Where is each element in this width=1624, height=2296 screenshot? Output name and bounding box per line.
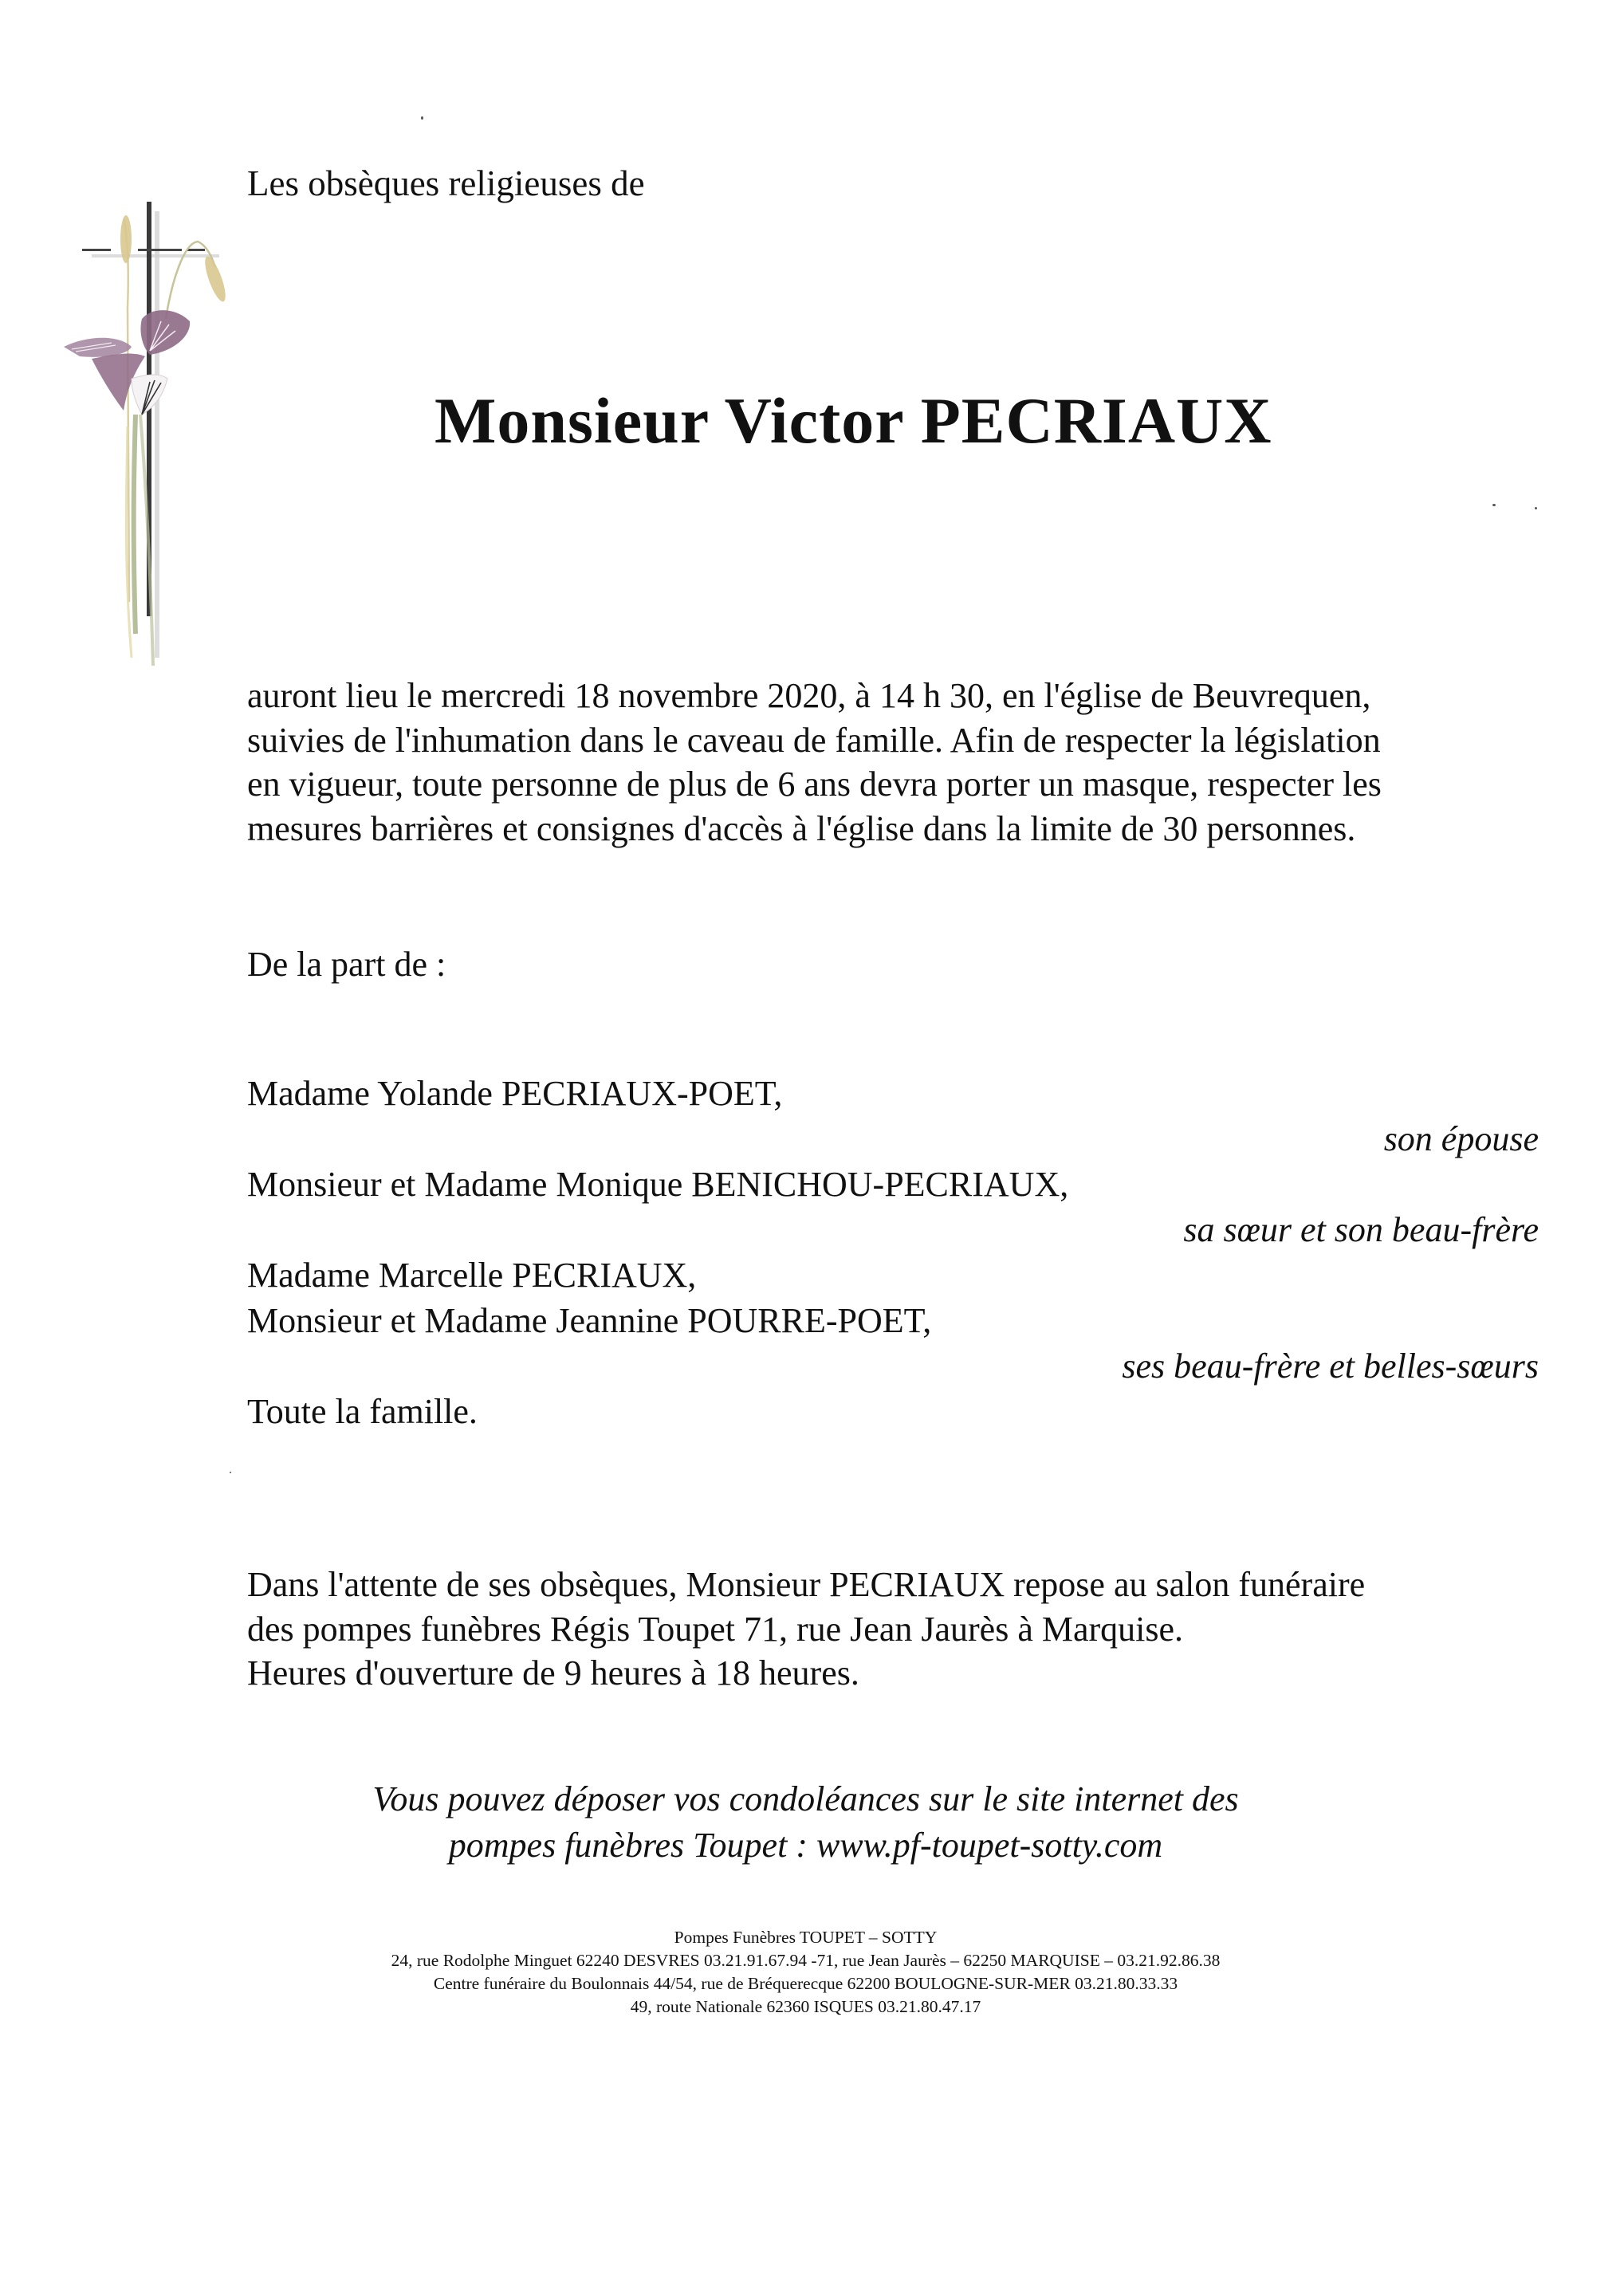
family-list — [247, 1071, 1539, 1434]
ceremony-line: mesures barrières et consignes d'accès à l'église dans la limite de 30 personnes. — [247, 808, 1356, 848]
condolences-line: pompes funèbres Toupet : www.pf-toupet-sotty.com — [448, 1826, 1163, 1865]
viewing-paragraph — [247, 1563, 1365, 1696]
viewing-line: des pompes funèbres Régis Toupet 71, rue Jean Jaurès à Marquise. — [247, 1609, 1184, 1649]
ceremony-line: auront lieu le mercredi 18 novembre 2020, à 14 h 30, en l'église de Beuvrequen, — [247, 676, 1371, 715]
from-label: De la part de : — [247, 945, 446, 984]
family-member: Toute la famille. — [247, 1392, 478, 1431]
condolences-line: Vous pouvez déposer vos condoléances sur le site internet des — [372, 1779, 1239, 1818]
intro-text: Les obsèques religieuses de — [247, 163, 645, 203]
funeral-home-footer — [0, 1926, 1624, 2019]
family-member: Madame Yolande PECRIAUX-POET, — [247, 1074, 783, 1113]
scan-speck — [1535, 507, 1537, 509]
footer-company: Pompes Funèbres TOUPET – SOTTY — [674, 1928, 938, 1947]
scan-speck — [1492, 504, 1496, 506]
family-member: Monsieur et Madame Monique BENICHOU-PECRIAUX, — [247, 1165, 1069, 1204]
family-member: Monsieur et Madame Jeannine POURRE-POET, — [247, 1301, 932, 1340]
family-relation: ses beau-frère et belles-sœurs — [1122, 1347, 1539, 1386]
viewing-line: Heures d'ouverture de 9 heures à 18 heures. — [247, 1653, 859, 1693]
viewing-line: Dans l'attente de ses obsèques, Monsieur PECRIAUX repose au salon funéraire — [247, 1565, 1366, 1604]
family-relation: son épouse — [1383, 1119, 1539, 1158]
condolences-note — [0, 1776, 1624, 1869]
footer-address: 49, route Nationale 62360 ISQUES 03.21.80.47.17 — [630, 1997, 981, 2016]
ceremony-line: suivies de l'inhumation dans le caveau de famille. Afin de respecter la législation — [247, 720, 1381, 760]
ceremony-paragraph — [247, 674, 1382, 851]
footer-address: Centre funéraire du Boulonnais 44/54, rue de Bréquerecque 62200 BOULOGNE-SUR-MER 03.21.80.33.33 — [433, 1974, 1178, 1993]
cross-with-calla-lilies-and-wheat-icon — [56, 187, 231, 682]
footer-address: 24, rue Rodolphe Minguet 62240 DESVRES 03.21.91.67.94 -71, rue Jean Jaurès – 62250 MARQUISE – 03.21.92.86.38 — [391, 1951, 1221, 1970]
ceremony-line: en vigueur, toute personne de plus de 6 ans devra porter un masque, respecter les — [247, 765, 1382, 804]
scan-speck — [421, 116, 423, 120]
family-member: Madame Marcelle PECRIAUX, — [247, 1256, 697, 1295]
scan-speck — [230, 1472, 231, 1473]
deceased-name-title: Monsieur Victor PECRIAUX — [435, 384, 1272, 457]
family-relation: sa sœur et son beau-frère — [1183, 1210, 1539, 1249]
